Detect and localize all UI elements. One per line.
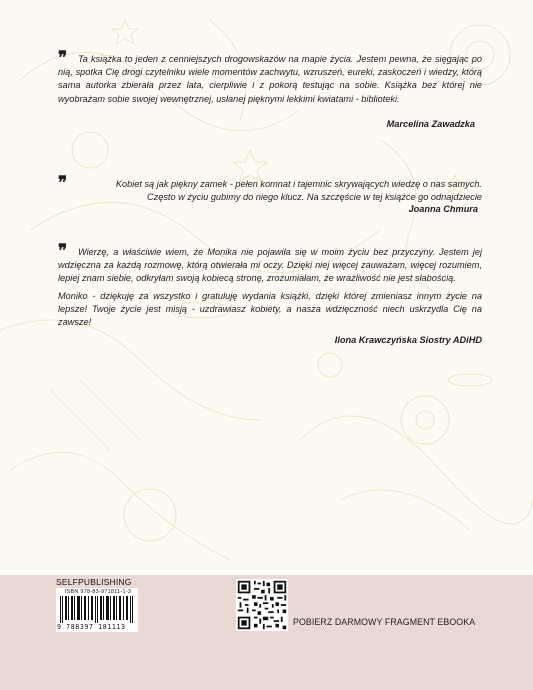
qr-code-icon — [236, 579, 288, 631]
quote-text-rest: nią, spotka Cię drogi czytelniku wiele momentów zachwytu, wzruszeń, eureki, zaskoczeń i wiedzy, którą sama autorka zbierała przez lata, cierpliwie i z pokorą testując na sobie. Książka bez której nie wyobrażam sobie swojej wewnętrznej, usłanej pięknymi lekkimi kwiatami - biblioteki. — [58, 67, 482, 104]
testimonial-quote — [58, 48, 482, 129]
quote-author: Marcelina Zawadzka — [386, 118, 475, 129]
quote-text: Wierzę, a właściwie wiem, że Monika nie pojawiła się w moim życiu bez przyczyny. Jestem jej wdzięczna za każdą rozmowę, którą otwierała mi oczy. Dzięki niej więcej zauważam, więcej rozumiem, lepiej znam siebie, odkryłam swoją kobiecą stronę, zrozumiałam, że wrażliwość nie jest słabością. — [58, 247, 482, 284]
barcode-digits: 9 788397 181113 — [57, 623, 126, 631]
quote-text-line: Ta książka to jeden z cenniejszych drogowskazów na mapie życia. Jestem pewna, że sięgając po — [78, 54, 482, 64]
quote-author: Ilona Krawczyńska Siostry ADiHD — [334, 335, 482, 346]
isbn-barcode — [56, 588, 138, 632]
quote-mark-icon: ❞ — [58, 241, 68, 261]
quote-author: Joanna Chmura — [408, 204, 478, 215]
quote-text: Kobiet są jak piękny zamek - pełen komnat i tajemnic skrywających wiedzę o nas samych. Często w życiu gubimy do niego klucz. Na szczęście w tej książce go odnajdziecie — [115, 179, 482, 203]
quote-mark-icon: ❞ — [58, 173, 68, 193]
quote-text — [58, 53, 482, 106]
barcode-icon — [58, 596, 136, 623]
testimonial-quote — [58, 241, 482, 346]
testimonial-quote — [58, 173, 482, 215]
qr-code[interactable] — [236, 579, 288, 631]
isbn-label: ISBN 978-83-971811-1-3 — [64, 589, 132, 595]
download-ebook-fragment-link[interactable]: POBIERZ DARMOWY FRAGMENT EBOOKA — [293, 617, 476, 627]
quote-text: Moniko - dziękuję za wszystko i gratuluję wydania książki, dzięki której zmieniasz innym życie na lepsze! Twoje życie jest misją - uzdrawiasz kobiety, a nasza wdzięczność niech uskrzydla Cię na zawsze! — [58, 290, 482, 328]
quote-mark-icon: ❞ — [58, 48, 68, 68]
publisher-label: SELFPUBLISHING — [56, 577, 132, 587]
